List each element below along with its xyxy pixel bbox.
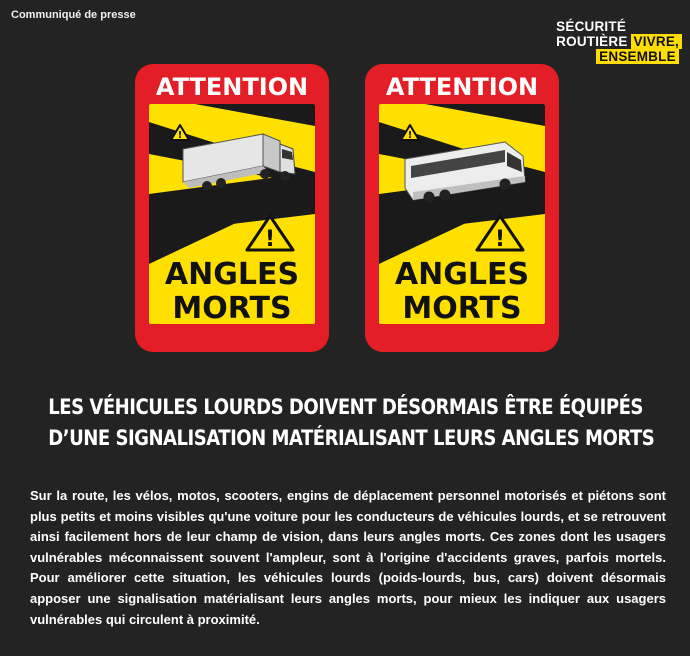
svg-text:!: ! bbox=[494, 227, 506, 252]
headline bbox=[48, 392, 655, 454]
logo-line2-white: ROUTIÈRE bbox=[556, 34, 628, 49]
blind-spot-sign-bus bbox=[365, 64, 559, 352]
logo-line1: SÉCURITÉ bbox=[556, 19, 627, 34]
sign-top-text: ATTENTION bbox=[385, 73, 539, 101]
sign-top-text: ATTENTION bbox=[155, 73, 309, 101]
svg-text:!: ! bbox=[264, 227, 276, 252]
blind-spot-signs bbox=[0, 64, 690, 354]
sign-bottom-line2: MORTS bbox=[172, 291, 292, 326]
press-release-label: Communiqué de presse bbox=[11, 9, 136, 21]
sign-bottom-line1: ANGLES bbox=[394, 257, 530, 292]
securite-routiere-logo bbox=[556, 19, 682, 64]
svg-text:!: ! bbox=[177, 130, 183, 141]
blind-spot-sign-truck bbox=[135, 64, 329, 352]
body-paragraph: Sur la route, les vélos, motos, scooters, engins de déplacement personnel motorisés et piétons sont plus petits et moins visibles qu'une voiture pour les conducteurs de véhicules lourds, et se retrouvent ainsi facilement hors de leur champ de vision, dans leurs angles morts. Ces zones dont les usagers vulnérables méconnaissent souvent l'ampleur, sont à l'origine d'accidents graves, parfois mortels. Pour améliorer cette situation, les véhicules lourds (poids-lourds, bus, cars) doivent désormais apposer une signalisation matérialisant leurs angles morts, pour mieux les indiquer aux usagers vulnérables qui circulent à proximité. bbox=[30, 488, 666, 627]
svg-text:!: ! bbox=[407, 130, 413, 141]
sign-bottom-line1: ANGLES bbox=[164, 257, 300, 292]
headline-line2: D’UNE SIGNALISATION MATÉRIALISANT LEURS ANGLES MORTS bbox=[48, 426, 655, 450]
logo-line3-yellow: ENSEMBLE bbox=[596, 49, 679, 64]
sign-bottom-line2: MORTS bbox=[402, 291, 522, 326]
headline-line1: LES VÉHICULES LOURDS DOIVENT DÉSORMAIS ÊTRE ÉQUIPÉS bbox=[48, 395, 643, 419]
logo-line2-yellow: VIVRE, bbox=[631, 34, 682, 49]
